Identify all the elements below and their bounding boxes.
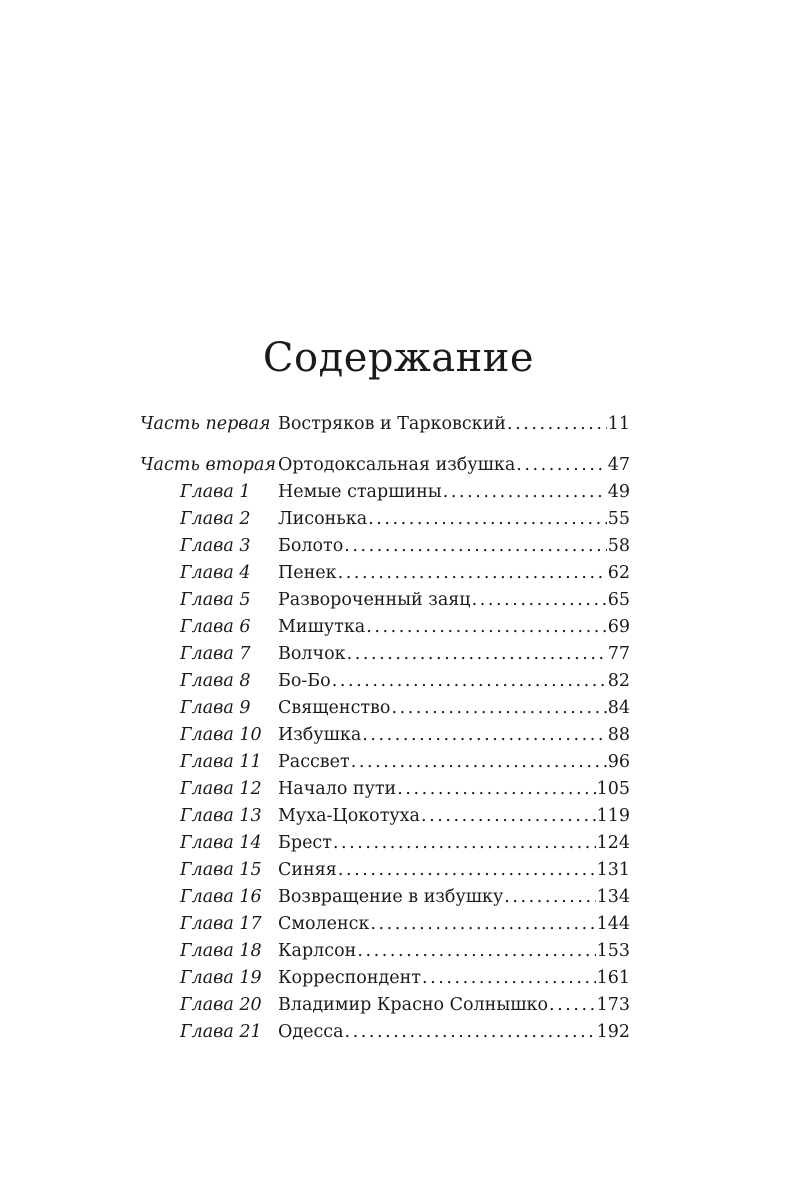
- dot-leader: [351, 749, 607, 776]
- toc-row: [140, 479, 630, 506]
- dot-leader: [397, 776, 595, 803]
- toc-entry: [278, 641, 630, 668]
- toc-page-number: 84: [607, 698, 630, 718]
- toc-entry-title: Одесса: [278, 1022, 344, 1042]
- toc-row: [140, 938, 630, 965]
- toc-row: [140, 884, 630, 911]
- toc-page-number: 62: [607, 563, 630, 583]
- toc-page-number: 144: [596, 914, 630, 934]
- toc-page-number: 58: [607, 536, 630, 556]
- toc-row-label: Глава 5: [180, 590, 251, 610]
- toc-page-number: 77: [607, 644, 630, 664]
- toc-row: [140, 965, 630, 992]
- toc-row: [140, 533, 630, 560]
- dot-leader: [443, 479, 607, 506]
- toc-page-number: 96: [607, 752, 630, 772]
- toc-row-label: Глава 3: [180, 536, 251, 556]
- toc-row: [140, 1019, 630, 1046]
- toc-entry: [278, 451, 630, 479]
- dot-leader: [338, 857, 596, 884]
- toc-page-number: 82: [607, 671, 630, 691]
- toc-entry: [278, 992, 630, 1019]
- toc-row-label: Глава 10: [180, 725, 262, 745]
- dot-leader: [333, 830, 596, 857]
- toc-entry-title: Избушка: [278, 725, 362, 745]
- toc-row-label: Часть вторая: [140, 455, 276, 475]
- dot-leader: [366, 614, 607, 641]
- dot-leader: [345, 1019, 596, 1046]
- toc-entry: [278, 857, 630, 884]
- toc-entry-title: Синяя: [278, 860, 337, 880]
- toc-row: [140, 410, 630, 438]
- toc-entry: [278, 410, 630, 438]
- toc-entry-title: Муха-Цокотуха: [278, 806, 420, 826]
- toc-row-label: Глава 20: [180, 995, 262, 1015]
- toc-entry: [278, 749, 630, 776]
- toc-row: [140, 992, 630, 1019]
- toc-page-number: 105: [596, 779, 630, 799]
- toc-entry-title: Возвращение в избушку: [278, 887, 504, 907]
- toc-entry: [278, 938, 630, 965]
- toc-row: [140, 614, 630, 641]
- toc-entry-title: Ортодоксальная избушка: [278, 455, 516, 475]
- dot-leader: [504, 884, 595, 911]
- toc-page-number: 69: [607, 617, 630, 637]
- toc-entry-title: Начало пути: [278, 779, 397, 799]
- toc-page-number: 11: [607, 414, 630, 434]
- toc-entry-title: Волчок: [278, 644, 346, 664]
- toc-row: [140, 695, 630, 722]
- toc-row: [140, 451, 630, 479]
- toc-row: [140, 560, 630, 587]
- toc-page-number: 161: [596, 968, 630, 988]
- toc-row: [140, 506, 630, 533]
- toc-entry: [278, 884, 630, 911]
- toc-entry: [278, 614, 630, 641]
- toc-page-number: 119: [596, 806, 630, 826]
- toc-row-label: Глава 18: [180, 941, 262, 961]
- toc-row-label: Глава 19: [180, 968, 262, 988]
- toc-row: [140, 641, 630, 668]
- toc-page-number: 153: [596, 941, 630, 961]
- dot-leader: [549, 992, 596, 1019]
- toc-entry-title: Немые старшины: [278, 482, 442, 502]
- dot-leader: [338, 560, 607, 587]
- dot-leader: [347, 641, 607, 668]
- dot-leader: [472, 587, 607, 614]
- toc-row-label: Часть первая: [140, 414, 271, 434]
- toc-entry-title: Корреспондент: [278, 968, 421, 988]
- toc-row-label: Глава 8: [180, 671, 251, 691]
- toc-page-number: 124: [596, 833, 630, 853]
- toc-row-label: Глава 15: [180, 860, 262, 880]
- toc-entry: [278, 479, 630, 506]
- dot-leader: [344, 533, 606, 560]
- toc-entry: [278, 965, 630, 992]
- toc-row-label: Глава 14: [180, 833, 262, 853]
- toc-entry: [278, 695, 630, 722]
- toc-entry-title: Мишутка: [278, 617, 366, 637]
- toc-row-label: Глава 17: [180, 914, 262, 934]
- toc-row-label: Глава 9: [180, 698, 251, 718]
- toc-entry-title: Востряков и Тарковский: [278, 414, 506, 434]
- toc-entry: [278, 560, 630, 587]
- toc-entry-title: Рассвет: [278, 752, 350, 772]
- toc-entry-title: Пенек: [278, 563, 337, 583]
- toc-row: [140, 668, 630, 695]
- toc-row-label: Глава 6: [180, 617, 251, 637]
- dot-leader: [421, 803, 596, 830]
- dot-leader: [516, 451, 606, 479]
- toc-page-number: 47: [607, 455, 630, 475]
- toc-row: [140, 857, 630, 884]
- dot-leader: [332, 668, 607, 695]
- toc-entry-title: Владимир Красно Солнышко: [278, 995, 549, 1015]
- toc-row-label: Глава 13: [180, 806, 262, 826]
- toc-row-label: Глава 7: [180, 644, 251, 664]
- toc-entry-title: Брест: [278, 833, 332, 853]
- toc-entry: [278, 668, 630, 695]
- toc-page-number: 131: [596, 860, 630, 880]
- page-title: Содержание: [262, 335, 535, 381]
- toc-row: [140, 803, 630, 830]
- toc-page-number: 55: [607, 509, 630, 529]
- toc-entry-title: Лисонька: [278, 509, 368, 529]
- dot-leader: [507, 410, 607, 438]
- toc-page-number: 65: [607, 590, 630, 610]
- toc-entry: [278, 1019, 630, 1046]
- toc-row-label: Глава 1: [180, 482, 251, 502]
- toc-entry: [278, 587, 630, 614]
- toc-row-label: Глава 11: [180, 752, 262, 772]
- toc-entry: [278, 911, 630, 938]
- toc-page-number: 173: [596, 995, 630, 1015]
- toc-entry-title: Бо-Бо: [278, 671, 331, 691]
- toc-page-number: 49: [607, 482, 630, 502]
- dot-leader: [370, 911, 595, 938]
- toc-entry-title: Смоленск: [278, 914, 370, 934]
- toc-entry: [278, 722, 630, 749]
- dot-leader: [357, 938, 595, 965]
- toc-row: [140, 587, 630, 614]
- toc-row: [140, 830, 630, 857]
- toc-row-label: Глава 4: [180, 563, 251, 583]
- toc-row-label: Глава 12: [180, 779, 262, 799]
- toc-page-number: 134: [596, 887, 630, 907]
- table-of-contents: [140, 410, 630, 1046]
- dot-leader: [368, 506, 607, 533]
- toc-row: [140, 722, 630, 749]
- toc-row: [140, 776, 630, 803]
- toc-entry-title: Священство: [278, 698, 391, 718]
- toc-entry-title: Развороченный заяц: [278, 590, 471, 610]
- toc-row: [140, 749, 630, 776]
- toc-row: [140, 911, 630, 938]
- toc-row-label: Глава 2: [180, 509, 251, 529]
- toc-page-number: 192: [596, 1022, 630, 1042]
- toc-entry: [278, 506, 630, 533]
- toc-entry: [278, 830, 630, 857]
- toc-entry: [278, 533, 630, 560]
- toc-entry-title: Болото: [278, 536, 344, 556]
- toc-row-label: Глава 16: [180, 887, 262, 907]
- dot-leader: [391, 695, 606, 722]
- toc-entry-title: Карлсон: [278, 941, 357, 961]
- toc-entry: [278, 776, 630, 803]
- dot-leader: [362, 722, 606, 749]
- toc-row-label: Глава 21: [180, 1022, 262, 1042]
- dot-leader: [422, 965, 596, 992]
- toc-page-number: 88: [607, 725, 630, 745]
- toc-entry: [278, 803, 630, 830]
